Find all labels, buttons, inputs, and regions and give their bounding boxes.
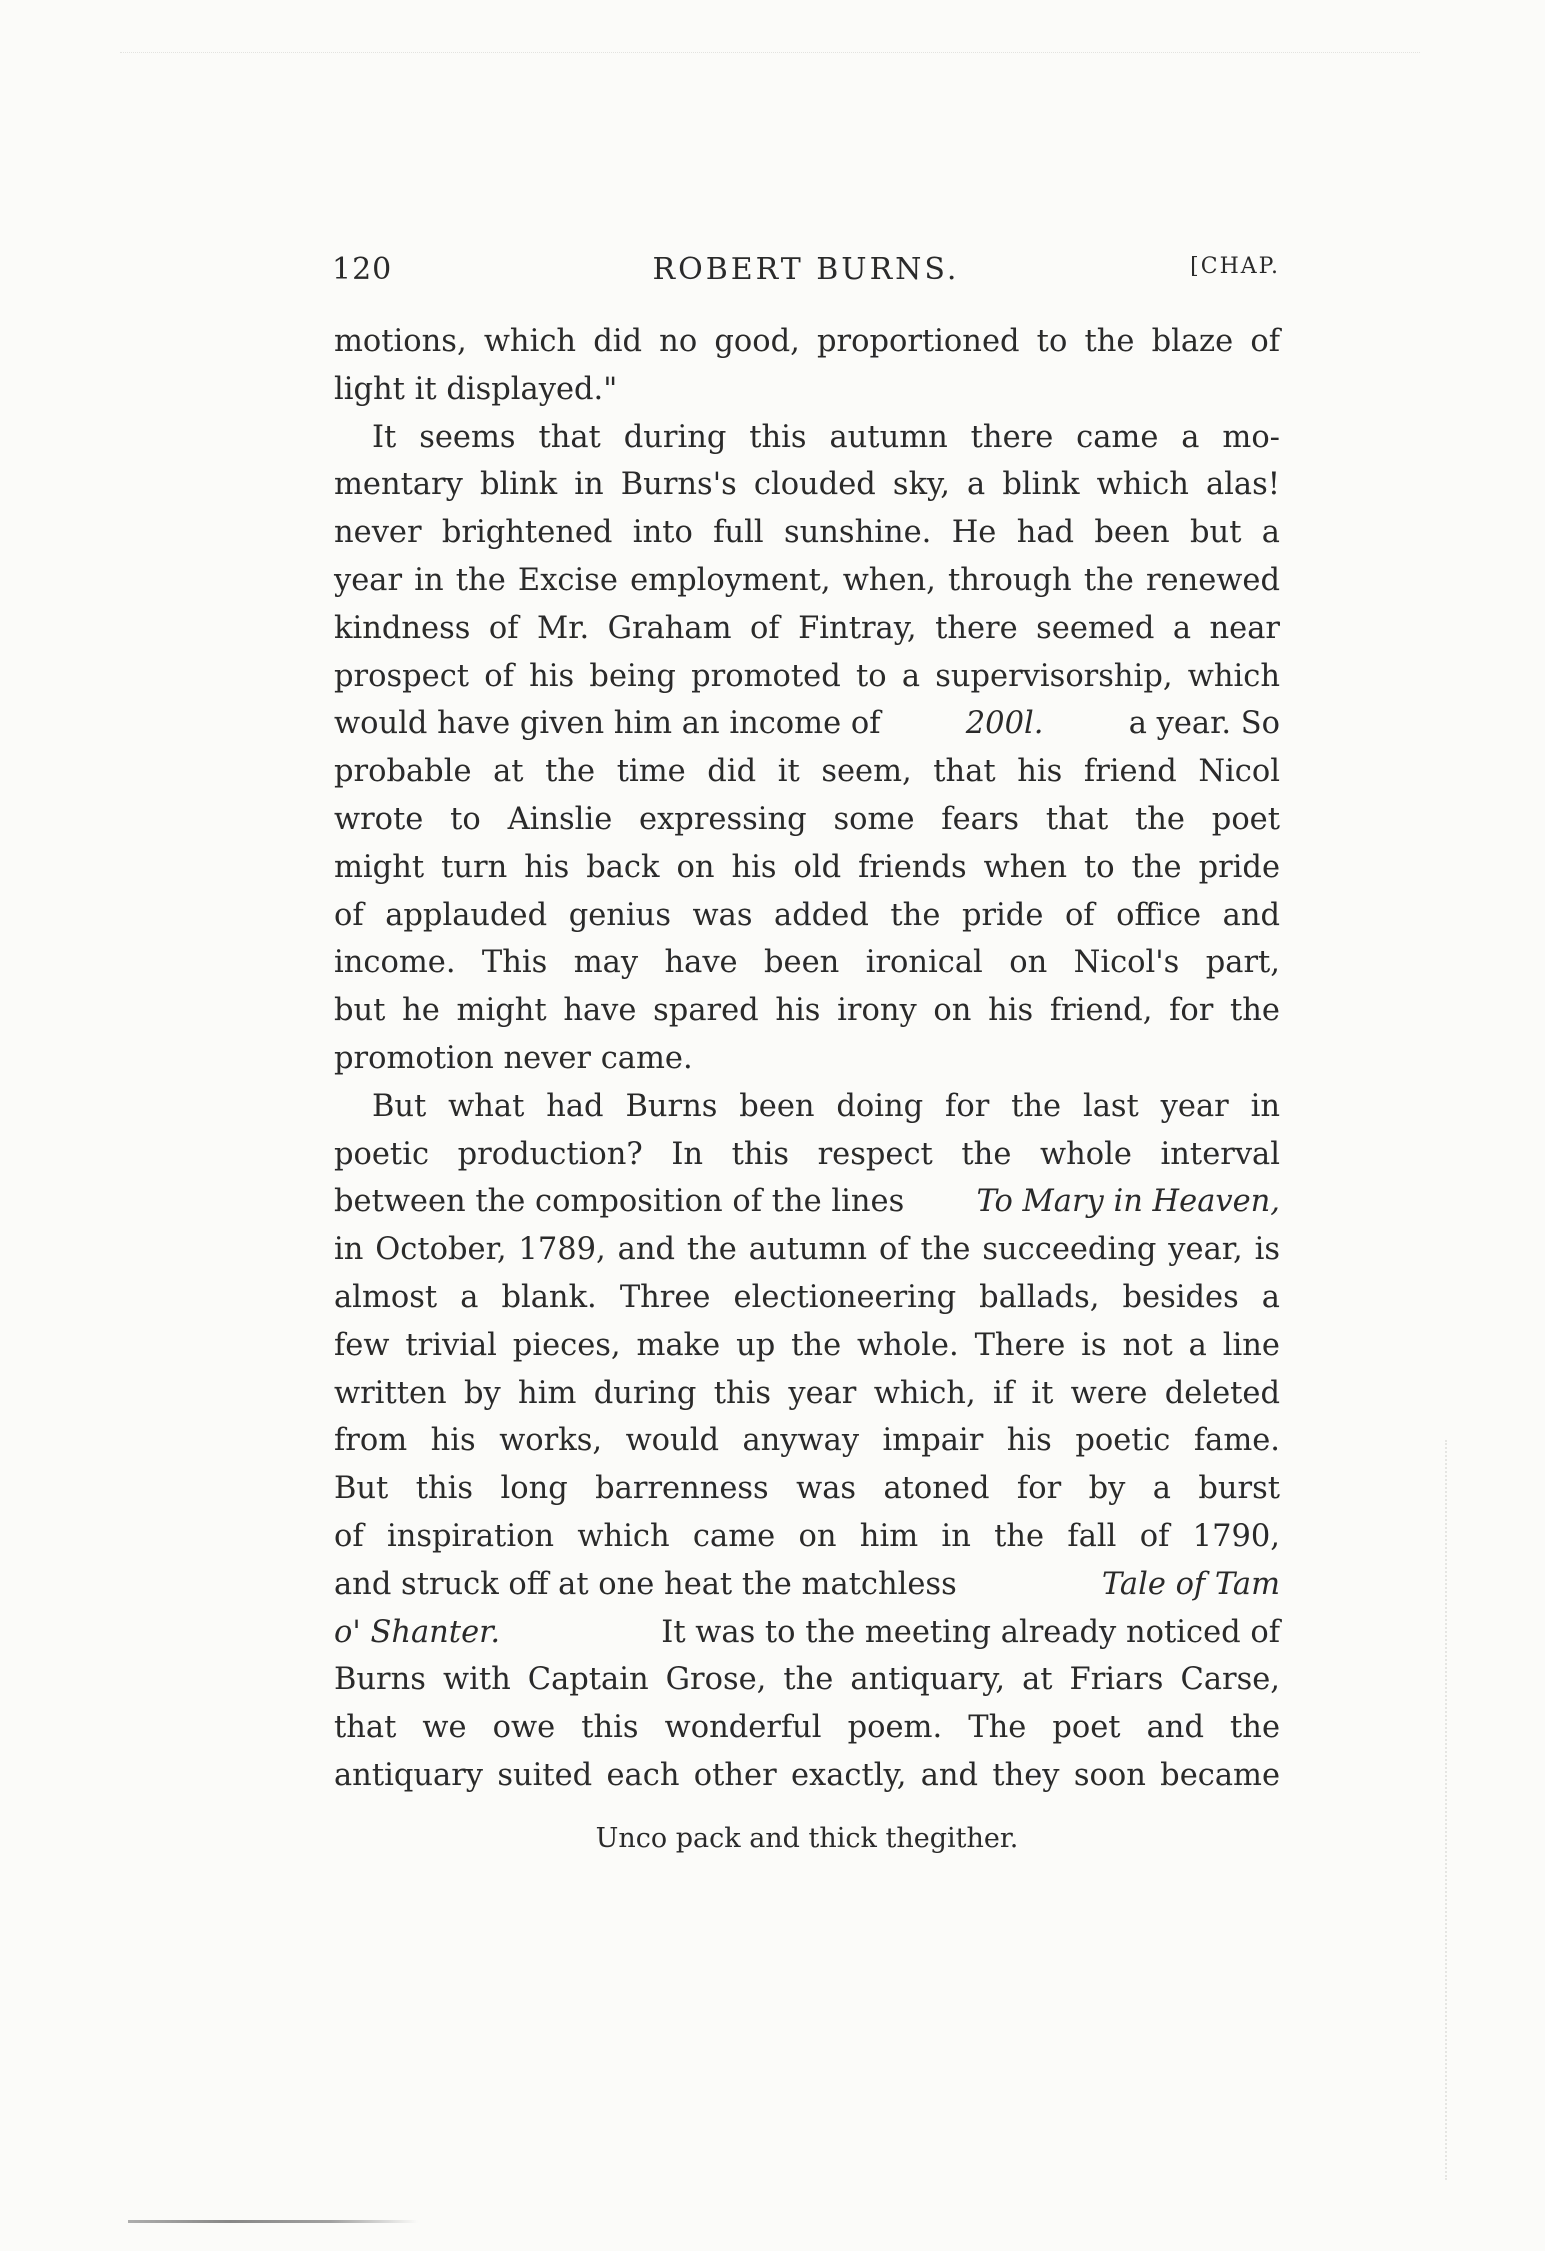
text-line: of inspiration which came on him in the fall of 1790, [334,1518,1280,1554]
text-line: few trivial pieces, make up the whole. There is not a line [334,1327,1280,1363]
book-title: ROBERT BURNS. [652,252,960,287]
text-line: year in the Excise employment, when, through the renewed [334,562,1280,598]
text-line: in October, 1789, and the autumn of the succeeding year, is [334,1232,1280,1268]
text-line: It seems that during this autumn there came a mo- [372,419,1280,455]
scan-edge-marks [1445,1440,1467,2180]
text-line [334,1609,1280,1657]
text-segment: and struck off at one heat the matchless [334,1566,957,1602]
text-line: written by him during this year which, if it were deleted [334,1375,1280,1411]
text-segment: It was to the meeting already noticed of [661,1614,1280,1650]
verse-quote: Unco pack and thick thegither. [595,1823,1019,1854]
text-line [334,1561,1280,1609]
body-text [334,318,1280,1800]
text-line: that we owe this wonderful poem. The poet and the [334,1710,1280,1746]
italic-title: o' Shanter. [334,1614,501,1650]
italic-amount: 200l. [965,706,1044,742]
text-line: income. This may have been ironical on Nicol's part, [334,945,1280,981]
text-line: wrote to Ainslie expressing some fears that the poet [334,801,1280,837]
text-line: Burns with Captain Grose, the antiquary, at Friars Carse, [334,1662,1280,1698]
text-line [334,1178,1280,1226]
scan-bottom-rule [128,2220,418,2223]
text-line: from his works, would anyway impair his poetic fame. [334,1423,1280,1459]
running-head [332,252,1280,302]
italic-title: To Mary in Heaven, [976,1184,1280,1220]
text-line: almost a blank. Three electioneering ballads, besides a [334,1279,1280,1315]
paragraph-3 [334,1083,1280,1800]
text-segment: between the composition of the lines [334,1184,905,1220]
text-line: antiquary suited each other exactly, and they soon became [334,1757,1280,1793]
text-line: But what had Burns been doing for the last year in [372,1088,1280,1124]
scan-specks [120,52,1420,63]
text-line: promotion never came. [334,1040,693,1076]
text-line [334,700,1280,748]
text-line: But this long barrenness was atoned for by a burst [334,1471,1280,1507]
text-line: of applauded genius was added the pride of office and [334,897,1280,933]
text-line: light it displayed." [334,371,618,407]
paragraph-2 [334,414,1280,1083]
paragraph-1 [334,318,1280,414]
text-line: prospect of his being promoted to a supervisorship, which [334,658,1280,694]
text-segment: would have given him an income of [334,706,881,742]
text-line: might turn his back on his old friends when to the pride [334,849,1280,885]
text-line: poetic production? In this respect the whole interval [334,1136,1280,1172]
text-line: mentary blink in Burns's clouded sky, a blink which alas! [334,467,1280,503]
text-line: motions, which did no good, proportioned to the blaze of [334,324,1280,359]
text-line: kindness of Mr. Graham of Fintray, there seemed a near [334,610,1280,646]
chapter-abbrev: [CHAP. [1190,254,1280,279]
text-line: never brightened into full sunshine. He had been but a [334,515,1280,551]
text-line: but he might have spared his irony on his friend, for the [334,993,1280,1029]
text-segment: a year. So [1128,706,1280,742]
text-line: probable at the time did it seem, that his friend Nicol [334,754,1280,790]
page-number: 120 [332,252,393,287]
italic-title: Tale of Tam [1101,1566,1280,1602]
